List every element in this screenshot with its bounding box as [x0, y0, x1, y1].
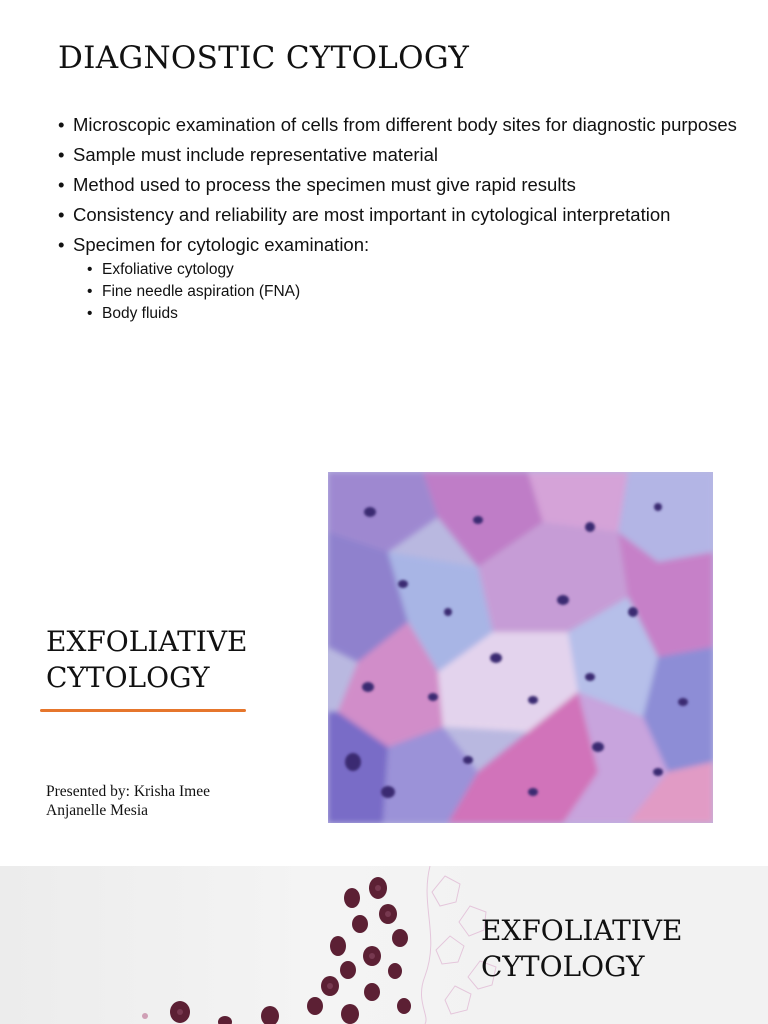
cytology-micrograph-image: [328, 472, 713, 823]
sub-bullet-list: [73, 259, 748, 325]
slide-title: [46, 624, 248, 696]
slide-title: DIAGNOSTIC CYTOLOGY: [58, 40, 470, 76]
sub-bullet-item: • Exfoliative cytology: [87, 259, 748, 281]
title-line-2: CYTOLOGY: [46, 661, 210, 694]
sub-bullet-item: • Body fluids: [87, 303, 748, 325]
slide-title: [481, 913, 683, 985]
presenter-line-2: Anjanelle Mesia: [46, 802, 149, 819]
title-line-1: EXFOLIATIVE: [46, 625, 248, 658]
sub-bullet-item: • Fine needle aspiration (FNA): [87, 281, 748, 303]
cell-cluster-illustration: [0, 866, 520, 1024]
accent-divider: [40, 709, 246, 712]
bullet-item: • Sample must include representative material: [58, 144, 748, 165]
slide-exfoliative-cytology-section: [0, 866, 768, 1024]
slide-exfoliative-cytology-title: [0, 438, 768, 858]
title-line-1: EXFOLIATIVE: [481, 914, 683, 947]
presenter-line-1: Presented by: Krisha Imee: [46, 783, 210, 800]
title-line-2: CYTOLOGY: [481, 950, 645, 983]
bullet-item: • Consistency and reliability are most important in cytological interpretation: [58, 204, 748, 225]
bullet-item: • Microscopic examination of cells from different body sites for diagnostic purposes: [58, 114, 748, 135]
slide-diagnostic-cytology: [0, 0, 768, 420]
bullet-item: • Method used to process the specimen must give rapid results: [58, 174, 748, 195]
bullet-item-specimen: [58, 234, 748, 325]
presenter-credit: [46, 782, 210, 820]
bullet-list: [58, 114, 748, 334]
bullet-item-label: Specimen for cytologic examination:: [73, 234, 370, 255]
